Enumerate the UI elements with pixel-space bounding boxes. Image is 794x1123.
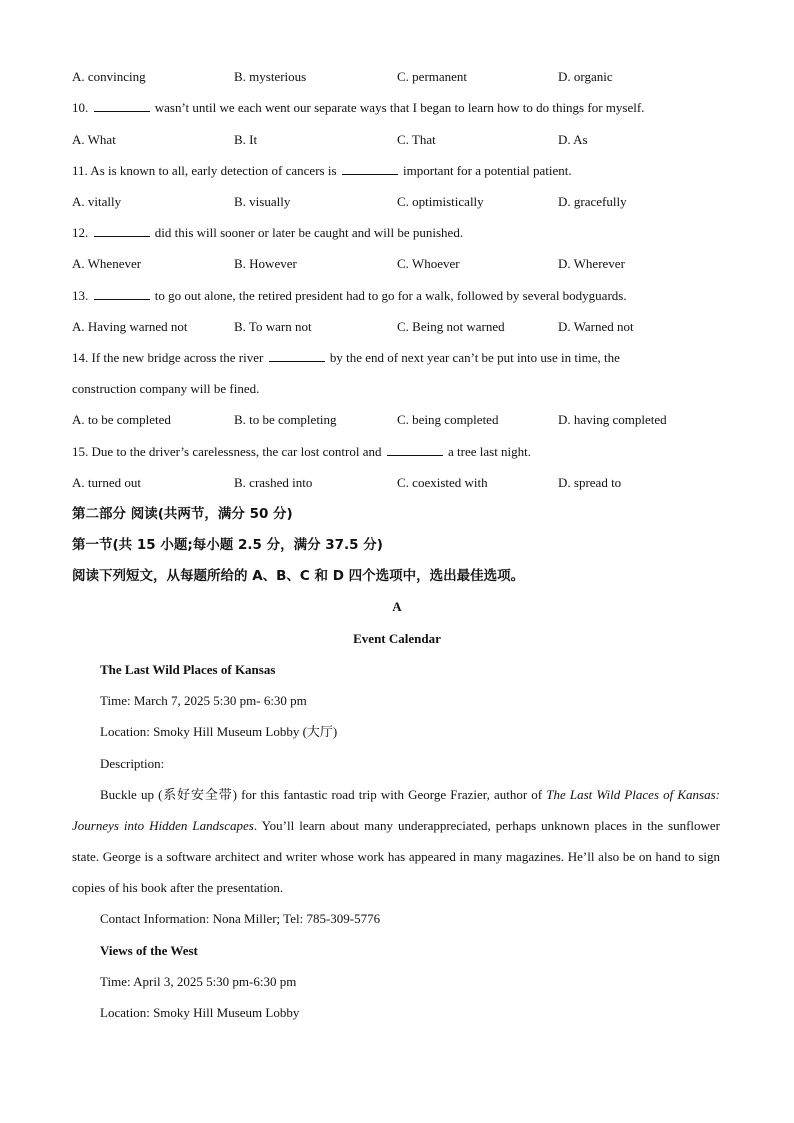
q14-blank <box>269 350 325 362</box>
q10-option-a[interactable]: A. What <box>72 132 116 147</box>
q15-options <box>72 475 732 491</box>
q10-option-c[interactable]: C. That <box>397 132 436 147</box>
q12-stem-post: did this will sooner or later be caught and will be punished. <box>154 225 464 240</box>
q14-option-c[interactable]: C. being completed <box>397 412 499 427</box>
q12-blank <box>94 225 150 237</box>
q14-stem-pre: 14. If the new bridge across the river <box>72 350 264 365</box>
event1-location: Location: Smoky Hill Museum Lobby (大厅) <box>100 724 338 739</box>
q11-option-a[interactable]: A. vitally <box>72 194 122 209</box>
q10-options <box>72 132 732 148</box>
q13-option-a[interactable]: A. Having warned not <box>72 319 188 334</box>
event1-name: The Last Wild Places of Kansas <box>100 662 276 677</box>
event1-contact: Contact Information: Nona Miller; Tel: 785-309-5776 <box>100 911 381 926</box>
q14-options <box>72 412 732 428</box>
q13-stem-pre: 13. <box>72 288 89 303</box>
q10-stem-post: wasn’t until we each went our separate ways that I began to learn how to do things for myself. <box>154 100 645 115</box>
q11-stem <box>72 163 572 179</box>
q15-option-a[interactable]: A. turned out <box>72 475 141 490</box>
q9-option-a[interactable]: A. convincing <box>72 69 146 84</box>
q9-option-c[interactable]: C. permanent <box>397 69 468 84</box>
q11-option-d[interactable]: D. gracefully <box>558 194 627 209</box>
event1-description-part-b: . You’ll learn about many underappreciated, perhaps unknown places in the sunflower state. George is a software architect and writer whose work has appeared in many magazines. He’ll also be on hand to sign copies of his book after the presentation. <box>72 818 720 895</box>
q14-option-b[interactable]: B. to be completing <box>234 412 337 427</box>
q10-option-d[interactable]: D. As <box>558 132 588 147</box>
q12-options <box>72 256 732 272</box>
q12-stem-pre: 12. <box>72 225 89 240</box>
q14-stem-post: by the end of next year can’t be put into use in time, the <box>329 350 620 365</box>
q10-blank <box>94 100 150 112</box>
q11-stem-post: important for a potential patient. <box>403 163 572 178</box>
event1-description <box>72 779 720 903</box>
q13-blank <box>94 288 150 300</box>
q11-option-c[interactable]: C. optimistically <box>397 194 484 209</box>
q15-option-d[interactable]: D. spread to <box>558 475 622 490</box>
event1-description-part-a: Buckle up (系好安全带) for this fantastic road trip with George Frazier, author of <box>100 787 547 802</box>
q14-stem-line2: construction company will be fined. <box>72 381 260 396</box>
section-sub1-heading: 第一节(共 15 小题;每小题 2.5 分，满分 37.5 分) <box>72 537 383 553</box>
q14-option-a[interactable]: A. to be completed <box>72 412 171 427</box>
q9-option-d[interactable]: D. organic <box>558 69 613 84</box>
q15-option-b[interactable]: B. crashed into <box>234 475 313 490</box>
q15-blank <box>387 444 443 456</box>
q11-option-b[interactable]: B. visually <box>234 194 291 209</box>
q15-stem-pre: 15. Due to the driver’s carelessness, the car lost control and <box>72 444 382 459</box>
section-instruction: 阅读下列短文，从每题所给的 A、B、C 和 D 四个选项中，选出最佳选项。 <box>72 568 525 584</box>
q13-stem <box>72 288 627 304</box>
q11-stem-pre: 11. As is known to all, early detection of cancers is <box>72 163 337 178</box>
q10-option-b[interactable]: B. It <box>234 132 258 147</box>
q13-option-b[interactable]: B. To warn not <box>234 319 312 334</box>
q10-stem <box>72 100 644 116</box>
q9-options <box>72 69 732 85</box>
q12-option-d[interactable]: D. Wherever <box>558 256 625 271</box>
q12-option-c[interactable]: C. Whoever <box>397 256 460 271</box>
passage-letter: A <box>392 599 402 614</box>
q12-stem <box>72 225 463 241</box>
q9-option-b[interactable]: B. mysterious <box>234 69 307 84</box>
q11-blank <box>342 163 398 175</box>
q12-option-a[interactable]: A. Whenever <box>72 256 142 271</box>
event2-name: Views of the West <box>100 943 198 958</box>
q14-option-d[interactable]: D. having completed <box>558 412 667 427</box>
q13-stem-post: to go out alone, the retired president had to go for a walk, followed by several bodyguards. <box>154 288 627 303</box>
passage-title: Event Calendar <box>353 631 441 646</box>
q15-option-c[interactable]: C. coexisted with <box>397 475 488 490</box>
event2-time: Time: April 3, 2025 5:30 pm-6:30 pm <box>100 974 297 989</box>
q13-option-c[interactable]: C. Being not warned <box>397 319 505 334</box>
q11-options <box>72 194 732 210</box>
q13-options <box>72 319 732 335</box>
q14-stem <box>72 350 620 366</box>
event1-book-title: The Last Wild Places of Kansas: Journeys into Hidden Landscapes <box>72 787 720 833</box>
q12-option-b[interactable]: B. However <box>234 256 297 271</box>
q15-stem <box>72 444 531 460</box>
event2-location: Location: Smoky Hill Museum Lobby <box>100 1005 300 1020</box>
event1-description-label: Description: <box>100 756 165 771</box>
section-part2-heading: 第二部分 阅读(共两节，满分 50 分) <box>72 506 293 522</box>
q13-option-d[interactable]: D. Warned not <box>558 319 634 334</box>
event1-time: Time: March 7, 2025 5:30 pm- 6:30 pm <box>100 693 307 708</box>
q10-stem-pre: 10. <box>72 100 89 115</box>
q15-stem-post: a tree last night. <box>448 444 532 459</box>
